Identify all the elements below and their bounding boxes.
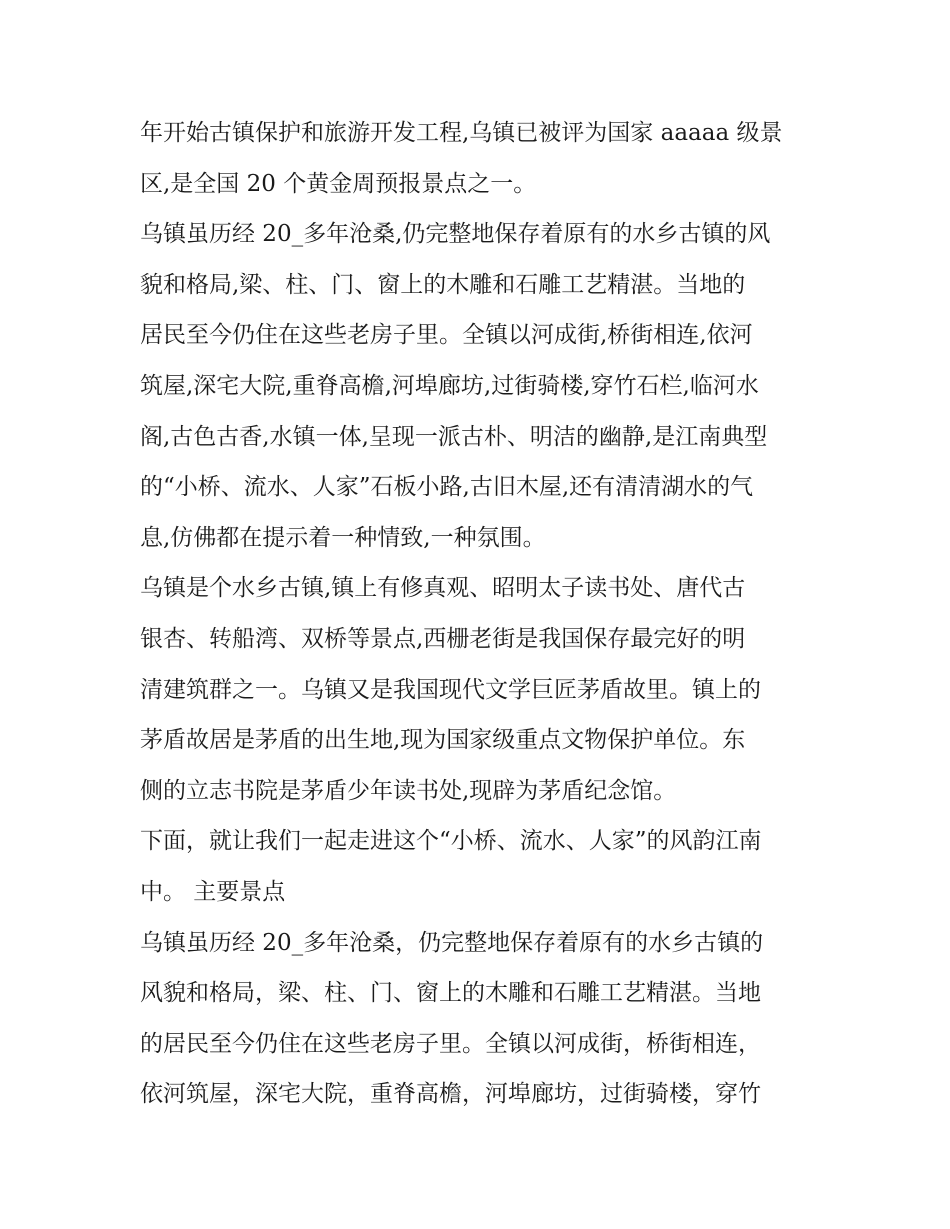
- paragraph: [140, 108, 812, 209]
- text-line: 银杏、转船湾、双桥等景点,西栅老街是我国保存最完好的明: [140, 625, 746, 652]
- text-line: 貌和格局,梁、柱、门、窗上的木雕和石雕工艺精湛。当地的: [140, 271, 746, 298]
- paragraph: [140, 209, 812, 563]
- text-line: 中。 主要景点: [140, 878, 286, 905]
- text-line: 息,仿佛都在提示着一种情致,一种氛围。: [140, 524, 546, 551]
- text-line: 清建筑群之一。乌镇又是我国现代文学巨匠茅盾故里。镇上的: [140, 676, 761, 703]
- text-line: 年开始古镇保护和旅游开发工程,乌镇已被评为国家 aaaaa 级景: [140, 120, 783, 146]
- text-line: 茅盾故居是茅盾的出生地,现为国家级重点文物保护单位。东: [140, 727, 746, 754]
- text-line: 依河筑屋，深宅大院，重脊高檐，河埠廊坊，过街骑楼，穿竹: [140, 1081, 761, 1108]
- paragraph: [140, 563, 812, 816]
- body-text: [140, 108, 812, 1120]
- paragraph: [140, 918, 812, 1120]
- text-line: 筑屋,深宅大院,重脊高檐,河埠廊坊,过街骑楼,穿竹石栏,临河水: [140, 372, 759, 399]
- text-line: 的“小桥、流水、人家”石板小路,古旧木屋,还有清清湖水的气: [140, 474, 754, 501]
- text-line: 风貌和格局，梁、柱、门、窗上的木雕和石雕工艺精湛。当地: [140, 980, 761, 1007]
- text-line: 阁,古色古香,水镇一体,呈现一派古朴、明洁的幽静,是江南典型: [140, 423, 768, 450]
- text-line: 居民至今仍住在这些老房子里。全镇以河成街,桥街相连,依河: [140, 322, 753, 349]
- text-line: 乌镇虽历经 20_多年沧桑,仍完整地保存着原有的水乡古镇的风: [140, 221, 771, 248]
- text-line: 下面，就让我们一起走进这个“小桥、流水、人家”的风韵江南: [140, 828, 762, 855]
- text-line: 的居民至今仍住在这些老房子里。全镇以河成街，桥街相连，: [140, 1030, 761, 1057]
- text-line: 乌镇虽历经 20_多年沧桑，仍完整地保存着原有的水乡古镇的: [140, 929, 764, 956]
- text-line: 区,是全国 20 个黄金周预报景点之一。: [140, 170, 537, 197]
- paragraph: [140, 816, 812, 917]
- text-line: 乌镇是个水乡古镇,镇上有修真观、昭明太子读书处、唐代古: [140, 575, 746, 602]
- text-line: 侧的立志书院是茅盾少年读书处,现辟为茅盾纪念馆。: [140, 777, 677, 804]
